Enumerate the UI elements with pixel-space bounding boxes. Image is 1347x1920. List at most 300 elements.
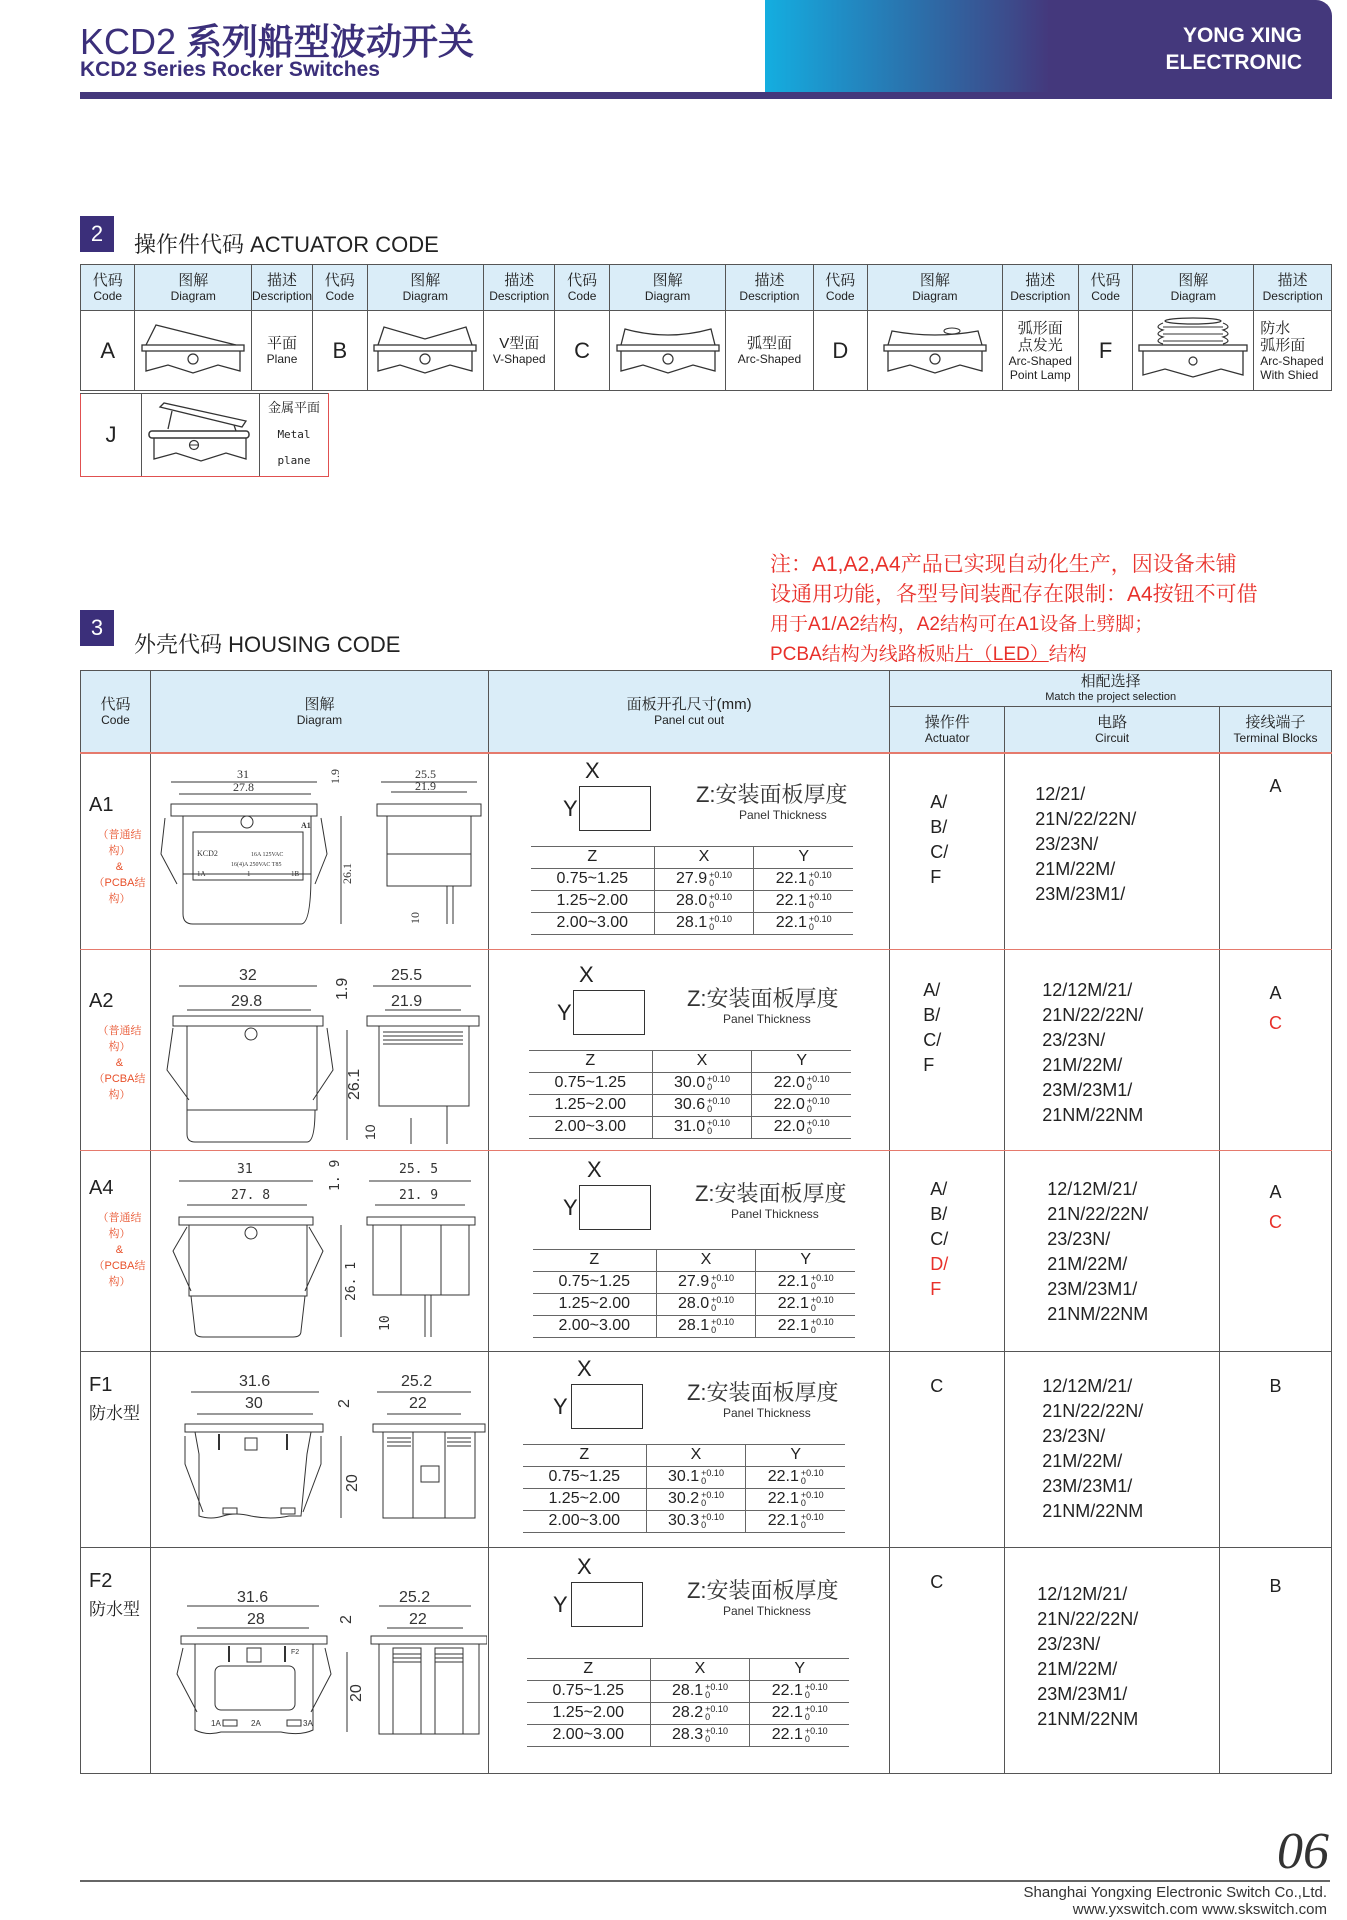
- x-num: 31.0: [674, 1118, 706, 1135]
- tol-zero: 0: [800, 1497, 806, 1508]
- section-title-housing: 外壳代码 HOUSING CODE: [134, 632, 401, 657]
- col-label-en: Match the project selection: [1045, 691, 1177, 703]
- y-value: [756, 1293, 855, 1315]
- note-line: 用于A1/A2结构，A2结构可在A1设备上劈脚；: [770, 614, 1154, 635]
- footer-company: [1023, 1884, 1327, 1918]
- structure-pcba: （PCBA结构）: [93, 1259, 146, 1288]
- col-terminal: [1220, 707, 1332, 753]
- panel-thickness-title: Z:安装面板厚度: [686, 985, 839, 1011]
- actuator-desc-b: [484, 311, 555, 391]
- col-label: 面板开孔尺寸(mm): [626, 695, 752, 713]
- panel-thickness-subtitle: Panel Thickness: [722, 1603, 811, 1618]
- circuit-option: 23/23N/: [1037, 1633, 1101, 1654]
- tol-plus: +0.10: [806, 1117, 830, 1128]
- circuit-option: 21N/22/22N/: [1037, 1608, 1139, 1629]
- tol-zero: 0: [810, 1302, 816, 1313]
- terminal-option-highlight: C: [1269, 1211, 1283, 1232]
- header-divider: [80, 92, 1332, 99]
- col-label-en: Description: [1262, 289, 1323, 303]
- x-value: [650, 1702, 750, 1724]
- circuit-option: 21NM/22NM: [1047, 1303, 1149, 1324]
- tolerance: [711, 1296, 734, 1312]
- tol-zero: 0: [707, 1081, 713, 1092]
- note-text-underlined: 片（LED）: [954, 644, 1049, 665]
- panel-thickness-subtitle: Panel Thickness: [738, 807, 827, 822]
- tol-plus: +0.10: [705, 1725, 728, 1736]
- rocker-v-shaped-icon: [370, 319, 480, 377]
- tolerance: [811, 1296, 834, 1312]
- housing-code: F1: [89, 1373, 113, 1396]
- company-websites[interactable]: www.yxswitch.com www.skswitch.com: [1072, 1901, 1327, 1918]
- tol-zero: 0: [806, 1125, 812, 1136]
- svg-text:1.9: 1.9: [327, 768, 342, 784]
- terminal-options: [1220, 753, 1332, 950]
- col-y: Y: [750, 1658, 849, 1680]
- tol-zero: 0: [705, 1689, 711, 1700]
- svg-text:26.1: 26.1: [339, 862, 354, 884]
- actuator-code-b: B: [313, 311, 367, 391]
- structure-and: &: [115, 1243, 124, 1256]
- col-y: Y: [756, 1249, 855, 1271]
- svg-text:2: 2: [335, 1398, 353, 1408]
- desc-cn: 防水: [1260, 319, 1291, 337]
- brand-line-2: ELECTRONIC: [1165, 51, 1302, 74]
- col-label: 代码: [567, 272, 598, 289]
- panel-cutout-a4: [488, 1150, 889, 1351]
- y-value: [756, 1271, 855, 1293]
- y-value: [754, 868, 853, 890]
- production-note: [770, 550, 1335, 670]
- x-value: [646, 1488, 746, 1510]
- svg-text:29.8: 29.8: [230, 992, 263, 1010]
- tol-plus: +0.10: [808, 869, 832, 880]
- tolerance: [811, 1274, 834, 1290]
- col-label-en: Diagram: [644, 289, 691, 303]
- tolerance: [807, 1097, 830, 1113]
- cutout-y-label: Y: [552, 1393, 568, 1419]
- terminal-option: B: [1269, 1575, 1282, 1596]
- tolerance: [709, 915, 732, 931]
- y-num: 22.1: [775, 914, 807, 931]
- panel-thickness-table: [523, 1444, 845, 1533]
- thickness-row: [531, 868, 853, 890]
- z-value: 2.00~3.00: [527, 1724, 650, 1746]
- circuit-option: 21N/22/22N/: [1042, 1400, 1144, 1421]
- tol-zero: 0: [810, 1324, 816, 1335]
- tolerance: [707, 1119, 730, 1135]
- tolerance: [707, 1075, 730, 1091]
- cutout-y-label: Y: [562, 795, 578, 821]
- tol-plus: +0.10: [707, 1117, 730, 1128]
- tolerance: [805, 1683, 828, 1699]
- structure-pcba: （PCBA结构）: [93, 1072, 146, 1101]
- tol-zero: 0: [800, 1475, 806, 1486]
- actuator-option-highlight: D/: [930, 1253, 949, 1274]
- circuit-options: [1005, 1150, 1220, 1351]
- actuator-code-f: F: [1078, 311, 1132, 391]
- tol-zero: 0: [705, 1733, 711, 1744]
- brand-line-1: YONG XING: [1182, 24, 1302, 47]
- desc-cn: 弧型面: [746, 335, 792, 352]
- desc-en: Metal plane: [277, 428, 311, 467]
- tol-plus: +0.10: [709, 891, 732, 902]
- structure-pcba: （PCBA结构）: [93, 876, 146, 905]
- col-x: X: [654, 846, 754, 868]
- housing-a2-drawing: [151, 950, 487, 1145]
- svg-text:27.8: 27.8: [232, 779, 254, 794]
- svg-text:25.2: 25.2: [400, 1372, 433, 1390]
- cutout-rectangle-icon: [573, 990, 645, 1035]
- circuit-option: 21NM/22NM: [1042, 1500, 1144, 1521]
- housing-code-table: [80, 670, 1332, 1774]
- col-description: [1254, 265, 1332, 311]
- housing-type-waterproof: 防水型: [89, 1403, 140, 1423]
- title-model: KCD2: [80, 21, 177, 62]
- svg-text:1A: 1A: [196, 869, 206, 878]
- actuator-option: B/: [930, 816, 948, 837]
- col-label-en: Diagram: [912, 289, 958, 303]
- x-num: 28.1: [678, 1317, 710, 1334]
- tol-zero: 0: [808, 877, 814, 888]
- col-y: Y: [752, 1050, 851, 1072]
- actuator-code-table-j: [80, 393, 329, 477]
- col-label: 描述: [504, 272, 535, 289]
- col-label-en: Description: [739, 289, 800, 303]
- tolerance: [701, 1469, 724, 1485]
- tol-plus: +0.10: [804, 1725, 828, 1736]
- tol-zero: 0: [804, 1733, 810, 1744]
- svg-text:1. 9: 1. 9: [327, 1159, 343, 1191]
- col-x: X: [656, 1249, 756, 1271]
- col-label: 代码: [92, 272, 123, 289]
- svg-text:2: 2: [337, 1614, 355, 1624]
- panel-thickness-title: Z:安装面板厚度: [694, 1180, 847, 1206]
- housing-row-a4: [81, 1150, 1332, 1351]
- terminal-option: A: [1269, 1181, 1282, 1202]
- svg-text:21. 9: 21. 9: [398, 1187, 439, 1203]
- tol-plus: +0.10: [800, 1467, 824, 1478]
- x-num: 28.1: [676, 914, 708, 931]
- svg-text:10: 10: [377, 1314, 393, 1331]
- housing-f2-drawing: [151, 1548, 487, 1768]
- arc-point-lamp-rocker-diagram: [868, 311, 1003, 391]
- svg-text:20: 20: [343, 1473, 361, 1492]
- terminal-options: [1220, 1150, 1332, 1351]
- x-num: 30.1: [668, 1468, 700, 1485]
- thickness-row: [527, 1702, 849, 1724]
- col-label: 代码: [324, 272, 355, 289]
- panel-cutout-a2: [488, 949, 889, 1150]
- housing-code: F2: [89, 1569, 113, 1592]
- tolerance: [809, 871, 832, 887]
- rocker-metal-plane-icon: [146, 401, 256, 465]
- waterproof-shield-rocker-diagram: [1133, 311, 1254, 391]
- tol-plus: +0.10: [810, 1316, 834, 1327]
- note-text: PCBA结构为线路板贴: [770, 644, 955, 665]
- circuit-options: [1005, 1547, 1220, 1773]
- tolerance: [701, 1491, 724, 1507]
- tol-plus: +0.10: [804, 1681, 828, 1692]
- col-label: 相配选择: [1080, 673, 1141, 690]
- tol-plus: +0.10: [701, 1489, 724, 1500]
- y-num: 22.1: [771, 1726, 803, 1743]
- circuit-option: 21M/22M/: [1037, 1658, 1118, 1679]
- actuator-option-highlight: F: [930, 1278, 942, 1299]
- z-value: 1.25~2.00: [523, 1488, 646, 1510]
- desc-en: Arc-Shaped: [1260, 353, 1324, 368]
- brand-block: [1050, 0, 1332, 96]
- tol-plus: +0.10: [707, 1073, 730, 1084]
- thickness-row: [527, 1724, 849, 1746]
- svg-text:1A: 1A: [210, 1718, 221, 1728]
- tol-plus: +0.10: [705, 1703, 728, 1714]
- structure-and: &: [115, 1056, 124, 1069]
- tol-plus: +0.10: [806, 1073, 830, 1084]
- panel-thickness-subtitle: Panel Thickness: [730, 1206, 819, 1221]
- tol-plus: +0.10: [810, 1272, 834, 1283]
- y-num: 22.1: [777, 1273, 809, 1290]
- z-value: 1.25~2.00: [527, 1702, 650, 1724]
- cutout-x-label: X: [586, 1156, 602, 1182]
- y-num: 22.1: [767, 1468, 799, 1485]
- col-z: Z: [527, 1658, 650, 1680]
- actuator-table-row: [81, 394, 329, 477]
- actuator-desc-d: [1002, 311, 1078, 391]
- title-cn: 系列船型波动开关: [186, 21, 475, 62]
- header-gradient-band: [765, 0, 1050, 92]
- desc-cn: 金属平面: [267, 401, 320, 416]
- tol-plus: +0.10: [808, 891, 832, 902]
- col-description: [252, 265, 313, 311]
- col-diagram: [135, 265, 252, 311]
- svg-text:25.2: 25.2: [398, 1588, 431, 1606]
- tol-zero: 0: [810, 1280, 816, 1291]
- y-num: 22.0: [773, 1118, 805, 1135]
- col-label-en: Code: [825, 289, 855, 303]
- svg-text:3A: 3A: [302, 1718, 313, 1728]
- panel-thickness-title: Z:安装面板厚度: [695, 781, 848, 807]
- tolerance: [705, 1683, 728, 1699]
- structure-and: &: [115, 860, 124, 873]
- thickness-row: [523, 1510, 845, 1532]
- col-label-en: Circuit: [1095, 730, 1130, 745]
- x-num: 30.0: [674, 1074, 706, 1091]
- actuator-options: [890, 1150, 1005, 1351]
- thickness-row: [529, 1094, 851, 1116]
- circuit-option: 21M/22M/: [1035, 858, 1116, 879]
- tolerance: [807, 1119, 830, 1135]
- y-value: [752, 1116, 851, 1138]
- svg-text:26. 1: 26. 1: [343, 1261, 359, 1301]
- housing-diagram-a2: [150, 949, 488, 1150]
- cutout-x-label: X: [576, 1553, 592, 1579]
- tolerance: [711, 1318, 734, 1334]
- thickness-row: [527, 1680, 849, 1702]
- col-label: 代码: [100, 695, 131, 713]
- panel-cutout-f2: [488, 1547, 889, 1773]
- desc-cn: 弧形面: [1017, 319, 1063, 337]
- thickness-row: [533, 1315, 855, 1337]
- svg-text:31.6: 31.6: [236, 1588, 269, 1606]
- col-label-en: Description: [489, 289, 550, 303]
- tolerance: [701, 1513, 724, 1529]
- y-value: [752, 1072, 851, 1094]
- svg-text:10: 10: [407, 911, 422, 924]
- z-value: 1.25~2.00: [531, 890, 654, 912]
- col-label: 代码: [1090, 272, 1121, 289]
- tol-plus: +0.10: [701, 1467, 724, 1478]
- svg-text:KCD2: KCD2: [196, 848, 218, 858]
- x-value: [652, 1072, 752, 1094]
- y-value: [746, 1466, 845, 1488]
- cutout-rectangle-icon: [571, 1384, 643, 1429]
- actuator-option: C: [930, 1571, 944, 1592]
- structure-normal: （普通结构）: [97, 1024, 142, 1053]
- housing-code: A4: [89, 1176, 114, 1199]
- col-label-en: Diagram: [402, 289, 448, 303]
- tol-zero: 0: [707, 1103, 713, 1114]
- x-num: 28.1: [672, 1682, 704, 1699]
- col-z: Z: [523, 1444, 646, 1466]
- y-value: [756, 1315, 855, 1337]
- note-line: [770, 640, 1335, 670]
- tol-plus: +0.10: [808, 913, 832, 924]
- y-num: 22.1: [777, 1317, 809, 1334]
- housing-diagram-f2: [150, 1547, 488, 1773]
- tol-plus: +0.10: [711, 1316, 734, 1327]
- note-line: 注：A1,A2,A4产品已实现自动化生产，因设备未铺: [770, 553, 1237, 576]
- actuator-option: C/: [930, 1228, 949, 1249]
- note-text: 结构: [1048, 644, 1087, 665]
- circuit-options: [1005, 753, 1220, 950]
- circuit-option: 21N/22/22N/: [1042, 1004, 1144, 1025]
- z-value: 0.75~1.25: [531, 868, 654, 890]
- z-value: 2.00~3.00: [529, 1116, 652, 1138]
- circuit-option: 21N/22/22N/: [1047, 1203, 1149, 1224]
- cutout-y-label: Y: [552, 1591, 568, 1617]
- col-circuit: [1005, 707, 1220, 753]
- tol-plus: +0.10: [705, 1681, 728, 1692]
- actuator-option: C/: [930, 841, 949, 862]
- housing-type-waterproof: 防水型: [89, 1599, 140, 1619]
- terminal-options: [1220, 1351, 1332, 1547]
- housing-code-cell: [81, 1150, 151, 1351]
- desc-en: V-Shaped: [492, 352, 546, 366]
- tol-plus: +0.10: [701, 1511, 724, 1522]
- housing-code: A2: [89, 989, 114, 1012]
- housing-row-a2: [81, 949, 1332, 1150]
- cutout-x-label: X: [584, 757, 600, 783]
- footer-divider: [80, 1880, 1330, 1882]
- tol-plus: +0.10: [806, 1095, 830, 1106]
- col-label-en: Code: [567, 289, 597, 303]
- col-label-en: Terminal Blocks: [1233, 730, 1318, 745]
- col-label-en: Diagram: [1170, 289, 1216, 303]
- housing-structure-note: [89, 827, 150, 907]
- col-x: X: [652, 1050, 752, 1072]
- y-num: 22.1: [767, 1512, 799, 1529]
- circuit-option: 23M/23M1/: [1042, 1475, 1133, 1496]
- col-x: X: [650, 1658, 750, 1680]
- col-code: [1078, 265, 1132, 311]
- dim-outer: 31: [236, 766, 249, 781]
- housing-code-cell: [81, 949, 151, 1150]
- housing-code: A1: [89, 793, 114, 816]
- svg-text:1.9: 1.9: [333, 977, 351, 1000]
- col-description: [1002, 265, 1078, 311]
- col-label: 描述: [1025, 272, 1056, 289]
- actuator-code-d: D: [813, 311, 867, 391]
- y-num: 22.0: [773, 1096, 805, 1113]
- page-subtitle: KCD2 Series Rocker Switches: [80, 58, 380, 81]
- brand-logo-text: [1166, 22, 1303, 76]
- y-value: [746, 1510, 845, 1532]
- tol-plus: +0.10: [804, 1703, 828, 1714]
- svg-text:31.6: 31.6: [238, 1372, 271, 1390]
- terminal-option-highlight: C: [1269, 1012, 1283, 1033]
- desc-en: Plane: [266, 352, 298, 366]
- circuit-option: 23/23N/: [1042, 1425, 1106, 1446]
- tol-zero: 0: [806, 1103, 812, 1114]
- tol-zero: 0: [806, 1081, 812, 1092]
- x-num: 30.3: [668, 1512, 700, 1529]
- col-z: Z: [529, 1050, 652, 1072]
- y-num: 22.0: [773, 1074, 805, 1091]
- col-label: 图解: [1178, 272, 1209, 289]
- z-value: 2.00~3.00: [523, 1510, 646, 1532]
- z-value: 1.25~2.00: [529, 1094, 652, 1116]
- tol-zero: 0: [705, 1711, 711, 1722]
- circuit-option: 23M/23M1/: [1047, 1278, 1138, 1299]
- page-number: 06: [1277, 1823, 1329, 1880]
- col-label-en: Description: [252, 289, 313, 303]
- section-number-badge: 2: [80, 216, 114, 252]
- z-value: 2.00~3.00: [533, 1315, 656, 1337]
- svg-text:1: 1: [246, 869, 251, 878]
- actuator-option: C/: [923, 1029, 942, 1050]
- y-num: 22.1: [777, 1295, 809, 1312]
- y-num: 22.1: [771, 1682, 803, 1699]
- terminal-option: A: [1269, 982, 1282, 1003]
- structure-normal: （普通结构）: [97, 828, 142, 857]
- housing-code-cell: [81, 1547, 151, 1773]
- col-label-en: Panel cut out: [654, 712, 725, 727]
- col-code: [81, 265, 135, 311]
- tolerance: [705, 1705, 728, 1721]
- actuator-options: [890, 1351, 1005, 1547]
- circuit-option: 21M/22M/: [1042, 1450, 1123, 1471]
- plane-rocker-diagram: [135, 311, 252, 391]
- actuator-options: [890, 949, 1005, 1150]
- col-label-en: Code: [1091, 289, 1120, 303]
- thickness-row: [529, 1072, 851, 1094]
- z-value: 1.25~2.00: [533, 1293, 656, 1315]
- circuit-option: 12/21/: [1035, 783, 1086, 804]
- actuator-options: [890, 1547, 1005, 1773]
- col-match-selection: [890, 671, 1332, 707]
- actuator-desc-j: [260, 394, 329, 477]
- y-value: [750, 1724, 849, 1746]
- tol-plus: +0.10: [711, 1294, 734, 1305]
- svg-text:2A: 2A: [250, 1718, 261, 1728]
- panel-thickness-subtitle: Panel Thickness: [722, 1011, 811, 1026]
- col-label: 描述: [267, 272, 298, 289]
- actuator-option: F: [930, 866, 942, 887]
- z-value: 0.75~1.25: [523, 1466, 646, 1488]
- x-num: 30.6: [674, 1096, 706, 1113]
- circuit-option: 23/23N/: [1042, 1029, 1106, 1050]
- housing-a4-drawing: [151, 1151, 487, 1346]
